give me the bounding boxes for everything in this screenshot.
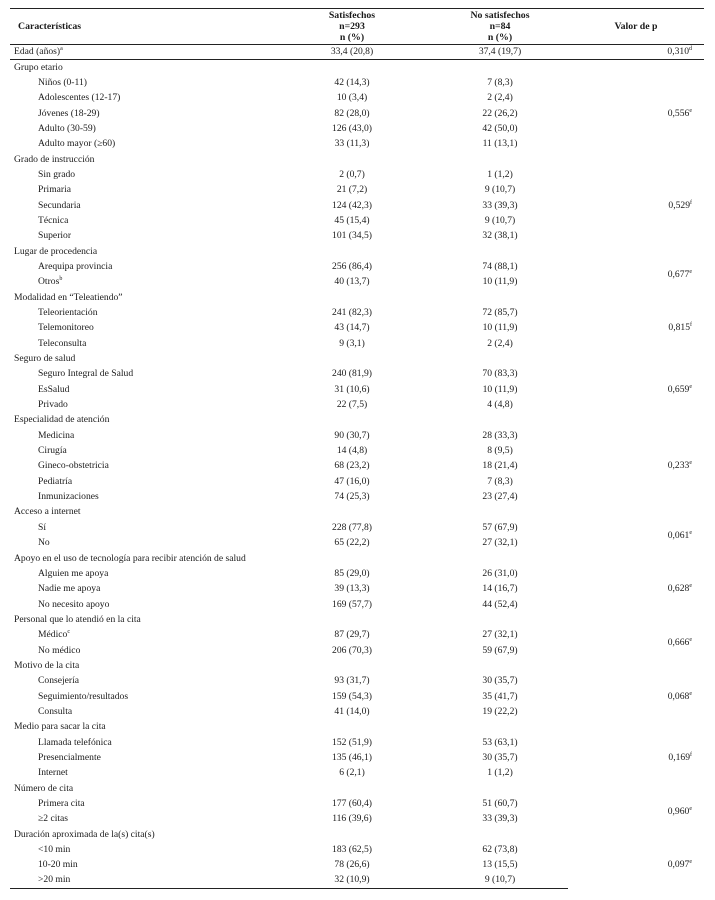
satisfied-value: 39 (13,3) [334,583,370,595]
p-value-footnote: e [689,690,692,697]
category-label [10,60,704,75]
not-satisfied-value: 4 (4,8) [487,399,513,411]
row-label-text: Niños (0-11) [38,76,87,88]
row-label [10,643,272,658]
category-label-text: Personal que lo atendió en la cita [14,613,141,625]
p-value-footnote: e [689,107,692,114]
row-label-text: Primaria [38,184,72,196]
row-label-text: Otros [38,276,60,288]
not-satisfied-value: 1 (1,2) [487,168,513,180]
row-label-text: Cirugía [38,445,67,457]
row-label [10,367,272,382]
table-row [10,628,704,643]
p-value-cell [568,842,704,888]
characteristics-table [10,8,704,889]
row-label [10,796,272,811]
satisfied-value: 90 (30,7) [334,429,370,441]
category-label [10,45,272,60]
category-label [10,658,704,673]
satisfied-value: 135 (46,1) [332,751,372,763]
category-row [10,290,704,305]
p-value-footnote: f [690,199,692,206]
not-satisfied-value: 9 (10,7) [484,184,516,196]
row-label-text: Adolescentes (12-17) [38,92,121,104]
not-satisfied-value: 37,4 (19,7) [432,45,568,60]
row-label [10,812,272,827]
row-label-text: Médico [38,629,68,641]
satisfied-value: 206 (70,3) [332,644,372,656]
category-row [10,551,704,566]
p-value-cell [568,796,704,827]
not-satisfied-value: 22 (26,2) [482,107,518,119]
row-label [10,75,272,90]
not-satisfied-value: 33 (39,3) [482,813,518,825]
not-satisfied-value: 28 (33,3) [482,429,518,441]
not-satisfied-value: 1 (1,2) [487,767,513,779]
category-row [10,827,704,842]
category-label-text: Medio para sacar la cita [14,721,106,733]
row-label [10,489,272,504]
row-label [10,628,272,643]
row-label-text: <10 min [38,844,71,856]
p-value-cell [568,259,704,290]
row-label [10,382,272,397]
satisfied-value: 45 (15,4) [334,214,370,226]
category-row [10,60,704,75]
category-label-text: Duración aproximada de la(s) cita(s) [14,828,155,840]
not-satisfied-value: 2 (2,4) [487,337,513,349]
not-satisfied-value: 9 (10,7) [432,873,568,888]
not-satisfied-value: 44 (52,4) [482,598,518,610]
header-not-satisfied-n: n=84 [489,21,511,32]
p-value: 0,529 [668,199,690,211]
p-value: 0,310 [667,46,689,58]
category-label [10,290,704,305]
p-value-cell [568,674,704,720]
satisfied-value: 42 (14,3) [334,76,370,88]
satisfied-value: 124 (42,3) [332,199,372,211]
not-satisfied-value: 59 (67,9) [482,644,518,656]
satisfied-value: 6 (2,1) [339,767,365,779]
not-satisfied-value: 27 (32,1) [482,537,518,549]
table-row [10,674,704,689]
category-label-text: Motivo de la cita [14,659,80,671]
not-satisfied-value: 13 (15,5) [482,859,518,871]
category-label [10,551,704,566]
category-label-text: Seguro de salud [14,353,76,365]
not-satisfied-value: 30 (35,7) [482,751,518,763]
satisfied-value: 74 (25,3) [334,491,370,503]
row-label-text: Teleconsulta [38,337,87,349]
satisfied-value: 40 (13,7) [334,276,370,288]
row-label-text: Presencialmente [38,751,101,763]
p-value-cell [568,520,704,551]
not-satisfied-value: 62 (73,8) [482,844,518,856]
category-label-text: Lugar de procedencia [14,245,98,257]
satisfied-value: 256 (86,4) [332,260,372,272]
satisfied-value: 177 (60,4) [332,798,372,810]
row-label [10,704,272,719]
p-value-footnote: e [689,529,692,536]
category-row [10,413,704,428]
table-body [10,45,704,889]
not-satisfied-value: 14 (16,7) [482,583,518,595]
p-value: 0,677 [667,268,690,280]
row-label [10,858,272,873]
row-label [10,336,272,351]
p-value-cell [568,167,704,244]
satisfied-value: 241 (82,3) [332,307,372,319]
category-row [10,720,704,735]
header-satisfied-n: n=293 [339,21,365,32]
satisfied-value: 65 (22,2) [334,537,370,549]
row-label-text: 10-20 min [38,859,78,871]
satisfied-value: 240 (81,9) [332,368,372,380]
satisfied-value: 159 (54,3) [332,690,372,702]
satisfied-value: 228 (77,8) [332,521,372,533]
row-label [10,213,272,228]
p-value: 0,815 [668,322,690,334]
category-row [10,658,704,673]
table-row [10,566,704,581]
not-satisfied-value: 57 (67,9) [482,521,518,533]
satisfied-value: 33,4 (20,8) [272,45,432,60]
not-satisfied-value: 7 (8,3) [487,76,513,88]
row-label [10,106,272,121]
p-value-cell [568,566,704,612]
header-characteristics: Características [18,21,82,32]
row-label [10,259,272,274]
not-satisfied-value: 51 (60,7) [482,798,518,810]
satisfied-value: 32 (10,9) [272,873,432,888]
row-label [10,582,272,597]
row-label-text: No médico [38,644,81,656]
row-label-text: Secundaria [38,199,81,211]
satisfied-value: 78 (26,6) [334,859,370,871]
row-label [10,137,272,152]
category-row [10,612,704,627]
not-satisfied-value: 8 (9,5) [487,445,513,457]
satisfied-value: 87 (29,7) [334,629,370,641]
category-label [10,612,704,627]
header-satisfied-unit: n (%) [339,32,365,43]
p-value-footnote: e [689,805,692,812]
row-label [10,674,272,689]
not-satisfied-value: 11 (13,1) [482,138,518,150]
not-satisfied-value: 30 (35,7) [482,675,518,687]
row-label [10,735,272,750]
header-not-satisfied-title: No satisfechos [470,10,530,21]
category-label-text: Grupo etario [14,61,63,73]
row-label [10,229,272,244]
category-row [10,505,704,520]
not-satisfied-value: 7 (8,3) [487,475,513,487]
row-label [10,167,272,182]
row-label [10,198,272,213]
satisfied-value: 41 (14,0) [334,705,370,717]
p-value-cell [568,75,704,152]
p-value-footnote: e [689,460,692,467]
row-label-text: Gineco-obstetricia [38,460,109,472]
not-satisfied-value: 10 (11,9) [482,322,518,334]
table-header [10,9,704,45]
p-value-footnote: e [689,859,692,866]
row-label-text: No [38,537,50,549]
category-label [10,781,704,796]
row-label-footnote: c [67,629,70,636]
satisfied-value: 82 (28,0) [334,107,370,119]
row-label [10,873,272,888]
category-label [10,413,704,428]
not-satisfied-value: 33 (39,3) [482,199,518,211]
satisfied-value: 169 (57,7) [332,598,372,610]
satisfied-value: 93 (31,7) [334,675,370,687]
row-label-text: ≥2 citas [38,813,69,825]
satisfied-value: 9 (3,1) [339,337,365,349]
category-label-text: Apoyo en el uso de tecnología para recibir atención de salud [14,552,246,564]
not-satisfied-value: 32 (38,1) [482,230,518,242]
p-value: 0,666 [667,636,690,648]
row-label [10,275,272,290]
table-row [10,735,704,750]
p-value: 0,097 [667,859,690,871]
header-not-satisfied-unit: n (%) [487,32,513,43]
p-value: 0,628 [667,583,690,595]
row-label-text: Telemonitoreo [38,322,94,334]
row-label-text: Internet [38,767,68,779]
not-satisfied-value: 26 (31,0) [482,567,518,579]
category-label [10,827,704,842]
satisfied-value: 14 (4,8) [336,445,368,457]
row-label-text: Inmunizaciones [38,491,99,503]
table-row [10,367,704,382]
satisfied-value: 10 (3,4) [336,92,368,104]
row-label-text: Sí [38,521,47,533]
table-row [10,520,704,535]
row-label [10,520,272,535]
p-value-cell [568,45,704,60]
table-row [10,167,704,182]
row-label-text: Seguro Integral de Salud [38,368,134,380]
row-label-text: No necesito apoyo [38,598,110,610]
p-value: 0,233 [667,460,690,472]
not-satisfied-value: 2 (2,4) [487,92,513,104]
row-label-text: Teleorientación [38,307,98,319]
row-label [10,91,272,106]
header-p-value: Valor de p [614,21,658,32]
p-value-cell [568,367,704,413]
satisfied-value: 47 (16,0) [334,475,370,487]
row-label [10,597,272,612]
row-label-text: Alguien me apoya [38,567,109,579]
row-label [10,566,272,581]
row-label-text: Adulto (30-59) [38,122,96,134]
category-label-text: Edad (años) [14,46,61,58]
row-label [10,842,272,857]
not-satisfied-value: 10 (11,9) [482,276,518,288]
category-label [10,351,704,366]
not-satisfied-value: 10 (11,9) [482,383,518,395]
row-label [10,750,272,765]
satisfied-value: 68 (23,2) [334,460,370,472]
row-label-text: Técnica [38,214,69,226]
not-satisfied-value: 42 (50,0) [482,122,518,134]
table-row [10,796,704,811]
not-satisfied-value: 23 (27,4) [482,491,518,503]
p-value: 0,556 [667,107,690,119]
row-label-footnote: b [59,276,63,283]
row-label [10,121,272,136]
satisfied-value: 2 (0,7) [339,168,365,180]
row-label-text: Adulto mayor (≥60) [38,138,116,150]
row-label [10,459,272,474]
p-value-footnote: f [690,322,692,329]
p-value-footnote: e [689,583,692,590]
row-label-text: Jóvenes (18-29) [38,107,100,119]
row-label [10,428,272,443]
row-label-text: Consejería [38,675,80,687]
row-label-text: >20 min [38,874,71,886]
row-label-text: EsSalud [38,383,70,395]
category-label-text: Modalidad en “Teleatiendo” [14,291,123,303]
row-label [10,443,272,458]
p-value-cell [568,735,704,781]
satisfied-value: 85 (29,0) [334,567,370,579]
row-label [10,766,272,781]
row-label-text: Pediatría [38,475,73,487]
row-label-text: Nadie me apoya [38,583,101,595]
category-label-footnote: a [60,45,63,52]
p-value: 0,169 [668,751,690,763]
table-row [10,75,704,90]
category-row [10,781,704,796]
category-row [10,351,704,366]
row-label [10,536,272,551]
category-label [10,720,704,735]
row-label [10,474,272,489]
p-value-cell [568,428,704,505]
satisfied-value: 152 (51,9) [332,736,372,748]
table-row [10,842,704,857]
p-value: 0,659 [667,383,690,395]
table-row [10,259,704,274]
satisfied-value: 116 (39,6) [332,813,372,825]
row-label-text: Consulta [38,705,73,717]
satisfied-value: 101 (34,5) [332,230,372,242]
satisfied-value: 43 (14,7) [334,322,370,334]
p-value-footnote: f [690,751,692,758]
satisfied-value: 21 (7,2) [336,184,368,196]
p-value: 0,960 [667,805,690,817]
category-label-text: Especialidad de atención [14,414,110,426]
not-satisfied-value: 19 (22,2) [482,705,518,717]
not-satisfied-value: 70 (83,3) [482,368,518,380]
header-satisfied-title: Satisfechos [328,10,376,21]
satisfied-value: 183 (62,5) [332,844,372,856]
category-label-text: Acceso a internet [14,506,81,518]
row-label [10,321,272,336]
not-satisfied-value: 53 (63,1) [482,736,518,748]
category-row [10,244,704,259]
row-label-text: Seguimiento/resultados [38,690,129,702]
not-satisfied-value: 72 (85,7) [482,307,518,319]
p-value: 0,061 [667,529,690,541]
row-label-text: Primera cita [38,798,85,810]
category-label-text: Grado de instrucción [14,153,95,165]
row-label-text: Arequipa provincia [38,260,113,272]
header-not-satisfied [432,9,568,45]
p-value-footnote: e [689,383,692,390]
header-satisfied [272,9,432,45]
row-label-text: Llamada telefónica [38,736,112,748]
p-value-footnote: d [689,45,692,52]
satisfied-value: 22 (7,5) [336,399,368,411]
row-label [10,397,272,412]
category-label [10,244,704,259]
not-satisfied-value: 35 (41,7) [482,690,518,702]
category-row [10,152,704,167]
p-value-cell [568,305,704,351]
category-label [10,152,704,167]
row-label [10,305,272,320]
not-satisfied-value: 9 (10,7) [484,214,516,226]
row-label-text: Medicina [38,429,75,441]
table-row [10,428,704,443]
p-value-cell [568,628,704,659]
row-label-text: Sin grado [38,168,76,180]
row-label [10,689,272,704]
satisfied-value: 33 (11,3) [334,138,370,150]
satisfied-value: 31 (10,6) [334,383,370,395]
not-satisfied-value: 27 (32,1) [482,629,518,641]
row-label-text: Superior [38,230,72,242]
row-label-text: Privado [38,399,68,411]
not-satisfied-value: 18 (21,4) [482,460,518,472]
p-value-footnote: e [689,268,692,275]
category-label [10,505,704,520]
p-value-footnote: e [689,636,692,643]
table-row [10,305,704,320]
row-label [10,183,272,198]
table-row [10,45,704,60]
not-satisfied-value: 74 (88,1) [482,260,518,272]
category-label-text: Número de cita [14,782,74,794]
satisfied-value: 126 (43,0) [332,122,372,134]
p-value: 0,068 [667,690,690,702]
